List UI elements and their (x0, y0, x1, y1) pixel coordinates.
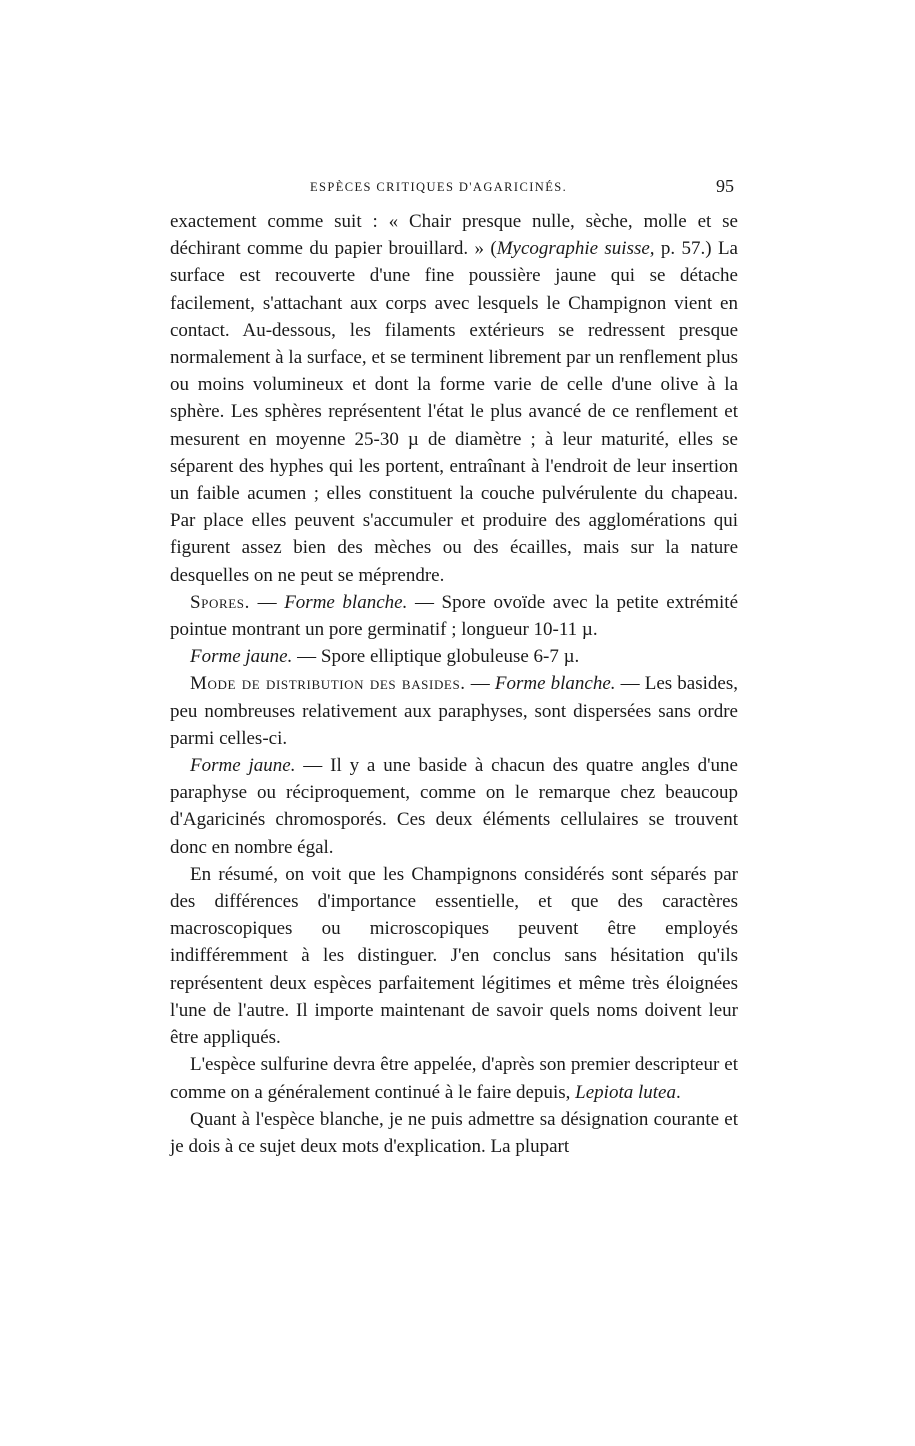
paragraph-text: En résumé, on voit que les Champignons considérés sont séparés par des différences d'importance essentielle, et que des caractères macroscopiques ou microscopiques peuvent être employés indifféremment à les distinguer. J'en conclus sans hésitation qu'ils représentent deux espèces parfaitement légitimes et même très éloignées l'une de l'autre. Il importe maintenant de savoir quels noms doivent leur être appliqués. (170, 863, 738, 1049)
paragraph-text: p. 57.) La surface est recouverte d'une fine poussière jaune qui se détache facilement, s'attachant aux corps avec lesquels le Champignon vient en contact. Au-dessous, les filaments extérieurs se redressent presque normalement à la surface, et se terminent librement par un renflement plus ou moins volumineux et dont la forme varie de celle d'une olive à la sphère. Les sphères représentent l'état le plus avancé de ce renflement et mesurent en moyenne 25-30 µ de diamètre ; à leur maturité, elles se séparent des hyphes qui les portent, entraînant à l'endroit de leur insertion un faible acumen ; elles constituent la couche pulvérulente du chapeau. Par place elles peuvent s'accumuler et produire des agglomérations qui figurent assez bien des mèches ou des écailles, mais sur la nature desquelles on ne peut se méprendre. (170, 238, 738, 586)
paragraph-basides (170, 670, 738, 752)
citation-italic: Mycographie suisse, (496, 238, 655, 260)
paragraph-spores-jaune (170, 643, 738, 670)
paragraph-text: — Il y a une baside à chacun des quatre angles d'une paraphyse ou réciproquement, comme on le remarque chez beaucoup d'Agaricinés chromosporés. Ces deux éléments cellulaires se trouvent donc en nombre égal. (170, 755, 738, 858)
paragraph-text: exactement comme suit : « Chair presque nulle, sèche, molle et se déchirant comme du papier brouillard. » ( (170, 211, 738, 260)
species-name: Lepiota lutea (575, 1081, 676, 1103)
paragraph-spores (170, 589, 738, 643)
paragraph-text: L'espèce sulfurine devra être appelée, d'après son premier descripteur et comme on a généralement continué à le faire depuis, (170, 1054, 738, 1103)
paragraph-text: . (675, 1081, 681, 1103)
page-number: 95 (716, 176, 734, 196)
book-page (170, 178, 738, 1160)
paragraph-text: — Spore ovoïde avec la petite extrémité pointue montrant un pore germinatif ; longueur 10-11 µ. (170, 591, 739, 641)
running-title: ESPÈCES CRITIQUES D'AGARICINÉS. (310, 180, 568, 194)
paragraph-espece-blanche (170, 1106, 738, 1160)
italic-term: Forme jaune. (190, 755, 296, 777)
paragraph-resume (170, 861, 738, 1051)
italic-term: Forme blanche. (494, 673, 616, 695)
dash: — (249, 591, 285, 613)
paragraph-chair-description (170, 208, 738, 589)
italic-term: Forme jaune. (190, 646, 293, 668)
paragraph-text: Quant à l'espèce blanche, je ne puis admettre sa désignation courante et je dois à ce sujet deux mots d'explication. La plupart (170, 1108, 738, 1157)
paragraph-espece-sulfurine (170, 1051, 738, 1105)
section-label: Spores. (190, 591, 250, 613)
paragraph-text: — Les basides, peu nombreuses relativement aux paraphyses, sont dispersées sans ordre parmi celles-ci. (170, 673, 738, 749)
dash: — (465, 673, 495, 695)
italic-term: Forme blanche. (284, 591, 408, 613)
paragraph-basides-jaune (170, 752, 738, 861)
paragraph-text: — Spore elliptique globuleuse 6-7 µ. (292, 646, 580, 668)
running-head (170, 178, 738, 202)
section-label: Mode de distribution des basides. (190, 673, 466, 695)
